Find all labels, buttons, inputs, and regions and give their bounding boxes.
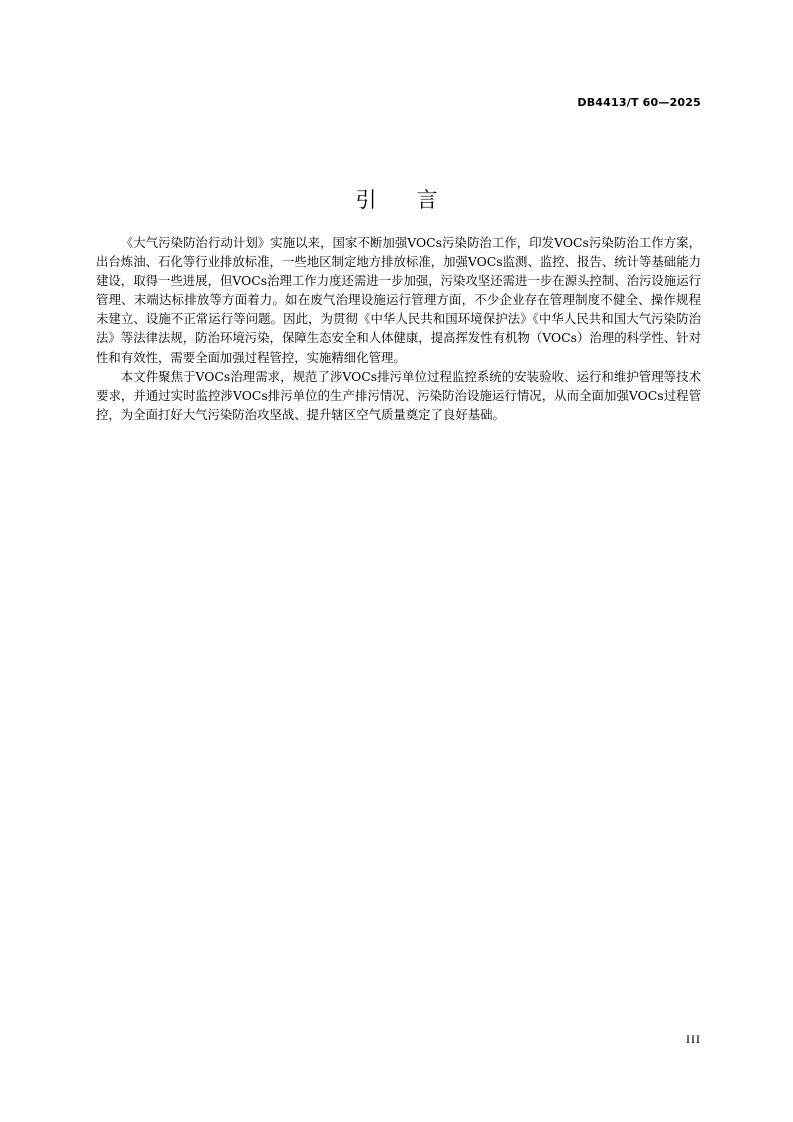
body-text [96,233,701,424]
page-number: III [686,1032,701,1046]
page-title: 引言 [355,188,478,213]
paragraph-2: 本文件聚焦于VOCs治理需求，规范了涉VOCs排污单位过程监控系统的安装验收、运行和维护管理等技术要求，并通过实时监控涉VOCs排污单位的生产排污情况、污染防治设施运行情况，从而全面加强VOCs过程管控，为全面打好大气污染防治攻坚战、提升辖区空气质量奠定了良好基础。 [96,368,701,422]
document-id: DB4413/T 60—2025 [577,96,701,109]
paragraph-1: 《大气污染防治行动计划》实施以来，国家不断加强VOCs污染防治工作，印发VOCs污染防治工作方案，出台炼油、石化等行业排放标准，一些地区制定地方排放标准，加强VOCs监测、监控、报告、统计等基础能力建设，取得一些进展，但VOCs治理工作力度还需进一步加强，污染攻坚还需进一步在源头控制、治污设施运行管理、末端达标排放等方面着力。如在废气治理设施运行管理方面，不少企业存在管理制度不健全、操作规程未建立、设施不正常运行等问题。因此，为贯彻《中华人民共和国环境保护法》《中华人民共和国大气污染防治法》等法律法规，防治环境污染，保障生态安全和人体健康，提高挥发性有机物（VOCs）治理的科学性、针对性和有效性，需要全面加强过程管控，实施精细化管理。 [96,235,701,365]
